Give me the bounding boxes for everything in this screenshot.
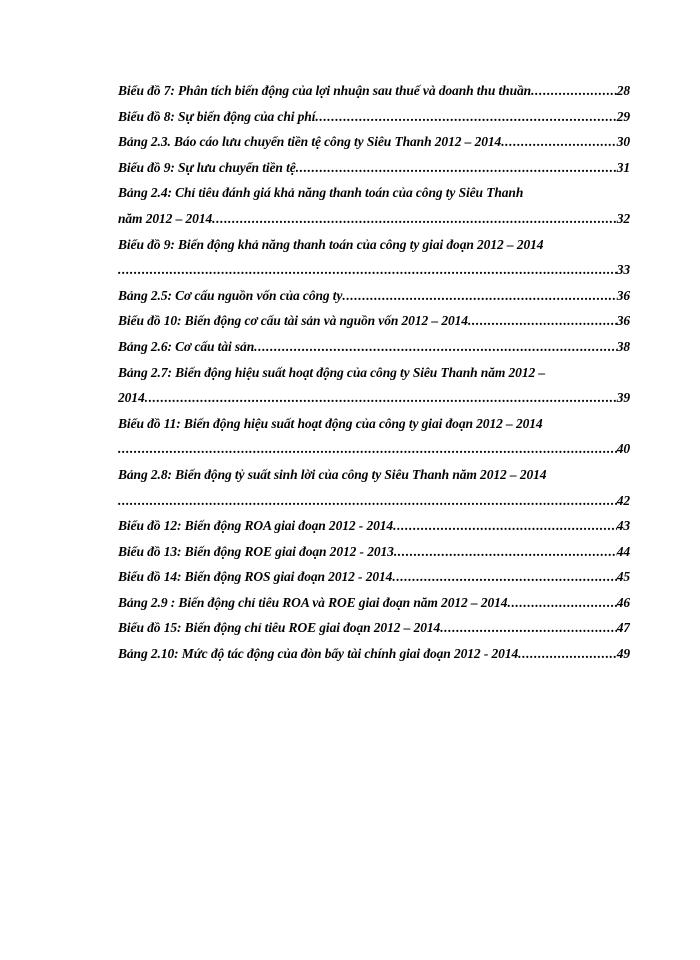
toc-page-number: 46 [616, 594, 630, 610]
toc-page-number: 36 [616, 313, 630, 329]
toc-entry[interactable] [118, 308, 630, 334]
toc-entry-title: Biểu đồ 13: Biến động ROE giai đoạn 2012 - 2013 [118, 543, 394, 559]
leader-dots [254, 334, 617, 360]
leader-dots [315, 104, 616, 130]
toc-page-number: 32 [616, 210, 630, 226]
toc-entry-title: Bảng 2.6: Cơ cấu tài sản [118, 338, 255, 354]
toc-page-number: 36 [616, 287, 630, 303]
toc-entry[interactable] [118, 283, 630, 309]
leader-dots [393, 513, 617, 539]
leader-dots [342, 283, 616, 309]
toc-entry[interactable] [118, 334, 630, 360]
toc-entry[interactable] [118, 360, 630, 411]
toc-entry-title: 2014 [118, 390, 145, 406]
leader-dots [296, 155, 617, 181]
toc-page-number: 40 [616, 441, 630, 457]
leader-dots [118, 436, 617, 462]
leader-dots [531, 78, 617, 104]
toc-page-number: 29 [616, 108, 630, 124]
toc-page-number: 45 [616, 569, 630, 585]
leader-dots [118, 257, 617, 283]
toc-entry[interactable] [118, 129, 630, 155]
toc-entry[interactable] [118, 462, 630, 513]
toc-page-number: 44 [616, 543, 630, 559]
toc-page-number: 47 [616, 620, 630, 636]
toc-entry-title: năm 2012 – 2014 [118, 210, 213, 226]
toc-entry[interactable] [118, 78, 630, 104]
leader-dots [145, 385, 617, 411]
leader-dots [507, 590, 616, 616]
toc-page-number: 49 [616, 646, 630, 662]
toc-page-number: 42 [616, 492, 630, 508]
toc-page-number: 43 [616, 518, 630, 534]
leader-dots [501, 129, 617, 155]
toc-page-number: 31 [616, 159, 630, 175]
toc-entry[interactable] [118, 180, 630, 231]
toc-entry-title-line1: Bảng 2.4: Chỉ tiêu đánh giá khả năng thanh toán của công ty Siêu Thanh [118, 185, 524, 201]
toc-entry-title: Bảng 2.3. Báo cáo lưu chuyển tiền tệ công ty Siêu Thanh 2012 – 2014 [118, 134, 502, 150]
toc-entry-title: Biểu đồ 10: Biến động cơ cấu tài sản và nguồn vốn 2012 – 2014 [118, 313, 468, 329]
leader-dots [518, 641, 617, 667]
toc-page-number: 39 [616, 390, 630, 406]
toc-entry-title: Biểu đồ 7: Phân tích biến động của lợi nhuận sau thuế và doanh thu thuần [118, 83, 532, 98]
toc-page-number: 28 [616, 83, 630, 98]
toc-entry-title-line1: Bảng 2.7: Biến động hiệu suất hoạt động của công ty Siêu Thanh năm 2012 – [118, 364, 546, 380]
toc-entry-title: Biểu đồ 14: Biến động ROS giai đoạn 2012 - 2014 [118, 569, 393, 585]
leader-dots [392, 564, 616, 590]
toc-entry[interactable] [118, 232, 630, 283]
toc-entry-title-line1: Bảng 2.8: Biến động tỷ suất sinh lời của công ty Siêu Thanh năm 2012 – 2014 [118, 466, 547, 482]
toc-page-number: 38 [616, 338, 630, 354]
toc-entry[interactable] [118, 615, 630, 641]
toc-entry[interactable] [118, 539, 630, 565]
toc-entry-title-line1: Biểu đồ 9: Biến động khả năng thanh toán của công ty giai đoạn 2012 – 2014 [118, 236, 544, 252]
toc-entry[interactable] [118, 641, 630, 667]
leader-dots [394, 539, 617, 565]
toc-page-number: 30 [616, 134, 630, 150]
toc-entry[interactable] [118, 411, 630, 462]
toc-entry-title: Bảng 2.10: Mức độ tác động của đòn bẩy tài chính giai đoạn 2012 - 2014 [118, 646, 519, 662]
toc-entry-title: Biểu đồ 12: Biến động ROA giai đoạn 2012 - 2014 [118, 518, 394, 534]
toc-entry[interactable] [118, 155, 630, 181]
leader-dots [118, 488, 617, 514]
toc-entry-title: Biểu đồ 8: Sự biến động của chi phí [118, 108, 316, 124]
leader-dots [468, 308, 617, 334]
toc-entry-title-line1: Biểu đồ 11: Biến động hiệu suất hoạt động của công ty giai đoạn 2012 – 2014 [118, 415, 543, 431]
toc-page-number: 33 [616, 262, 630, 278]
toc-entry-title: Biểu đồ 9: Sự lưu chuyển tiền tệ [118, 159, 296, 175]
leader-dots [212, 206, 617, 232]
table-of-contents [118, 78, 630, 667]
toc-entry-title: Bảng 2.9 : Biến động chỉ tiêu ROA và ROE giai đoạn năm 2012 – 2014 [118, 594, 508, 610]
toc-entry[interactable] [118, 564, 630, 590]
toc-entry[interactable] [118, 590, 630, 616]
toc-entry-title: Bảng 2.5: Cơ cấu nguồn vốn của công ty [118, 287, 343, 303]
toc-entry-title: Biểu đồ 15: Biến động chỉ tiêu ROE giai đoạn 2012 – 2014 [118, 620, 441, 636]
toc-entry[interactable] [118, 104, 630, 130]
toc-entry[interactable] [118, 513, 630, 539]
leader-dots [440, 615, 617, 641]
